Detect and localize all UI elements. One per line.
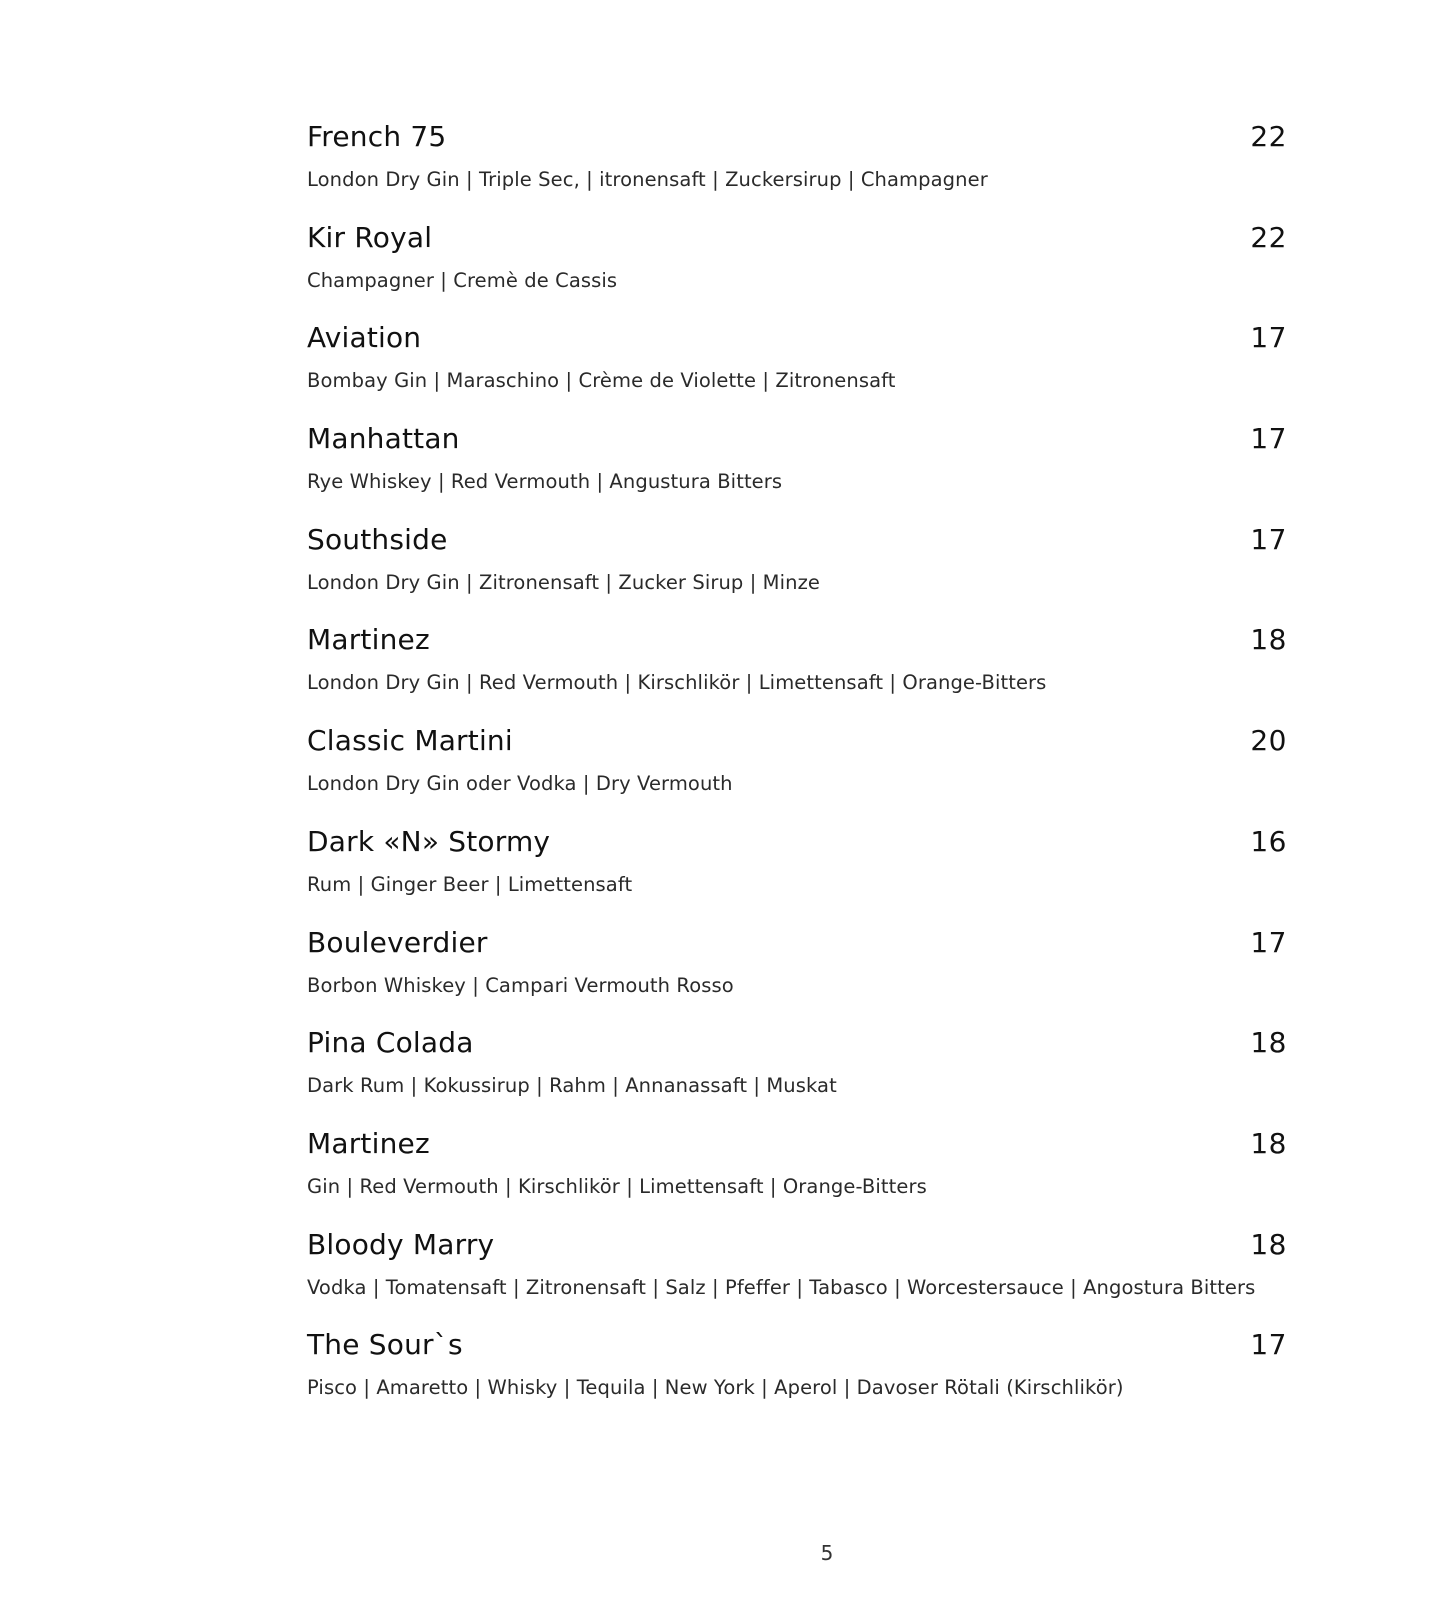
item-ingredients: Pisco | Amaretto | Whisky | Tequila | New York | Aperol | Davoser Rötali (Kirschlikör)	[307, 1376, 1124, 1400]
item-name: French 75	[307, 120, 447, 153]
item-ingredients: Champagner | Cremè de Cassis	[307, 268, 618, 292]
item-price: 18	[1250, 1026, 1287, 1060]
item-ingredients: Borbon Whiskey | Campari Vermouth Rosso	[307, 973, 734, 997]
menu-item-french-75	[307, 112, 1287, 213]
item-name: Southside	[307, 522, 448, 556]
menu-item-bloody-marry	[307, 1220, 1287, 1321]
item-price: 18	[1250, 1126, 1287, 1160]
item-name: Aviation	[307, 321, 422, 355]
item-ingredients: Rum | Ginger Beer | Limettensaft	[307, 872, 633, 896]
item-price: 18	[1250, 623, 1287, 657]
menu-item-classic-martini	[307, 716, 1287, 817]
cocktail-menu	[307, 112, 1287, 1421]
menu-item-aviation	[307, 313, 1287, 414]
item-ingredients: Dark Rum | Kokussirup | Rahm | Annanassaft | Muskat	[307, 1074, 837, 1098]
item-price: 17	[1250, 1328, 1287, 1362]
item-name: Bloody Marry	[307, 1227, 495, 1261]
item-name: Dark «N» Stormy	[307, 824, 551, 858]
item-ingredients: Vodka | Tomatensaft | Zitronensaft | Salz | Pfeffer | Tabasco | Worcestersauce | Angostura Bitters	[307, 1275, 1256, 1299]
item-ingredients: London Dry Gin | Red Vermouth | Kirschlikör | Limettensaft | Orange-Bitters	[307, 671, 1047, 695]
menu-item-the-sours	[307, 1320, 1287, 1421]
menu-item-martinez-2	[307, 1119, 1287, 1220]
menu-item-kir-royal	[307, 213, 1287, 314]
item-ingredients: London Dry Gin oder Vodka | Dry Vermouth	[307, 772, 733, 796]
menu-item-pina-colada	[307, 1018, 1287, 1119]
item-name: The Sour`s	[307, 1328, 463, 1362]
item-name: Martinez	[307, 1126, 430, 1160]
item-price: 16	[1250, 824, 1287, 858]
item-name: Martinez	[307, 623, 430, 657]
menu-item-dark-n-stormy	[307, 817, 1287, 918]
item-ingredients: Gin | Red Vermouth | Kirschlikör | Limettensaft | Orange-Bitters	[307, 1174, 927, 1198]
item-name: Classic Martini	[307, 724, 513, 758]
item-name: Manhattan	[307, 422, 460, 456]
item-price: 17	[1250, 422, 1287, 456]
menu-item-bouleverdier	[307, 918, 1287, 1019]
item-ingredients: London Dry Gin | Triple Sec, | itronensaft | Zuckersirup | Champagner	[307, 168, 988, 191]
item-name: Bouleverdier	[307, 925, 488, 959]
menu-item-southside	[307, 515, 1287, 616]
item-price: 22	[1250, 120, 1287, 153]
item-price: 22	[1250, 220, 1287, 254]
item-price: 17	[1250, 925, 1287, 959]
item-price: 17	[1250, 321, 1287, 355]
item-name: Pina Colada	[307, 1026, 474, 1060]
item-ingredients: London Dry Gin | Zitronensaft | Zucker Sirup | Minze	[307, 570, 820, 594]
item-price: 18	[1250, 1227, 1287, 1261]
item-ingredients: Bombay Gin | Maraschino | Crème de Violette | Zitronensaft	[307, 369, 896, 393]
page-number: 5	[820, 1541, 834, 1565]
item-name: Kir Royal	[307, 220, 433, 254]
item-price: 17	[1250, 522, 1287, 556]
menu-item-manhattan	[307, 414, 1287, 515]
item-price: 20	[1250, 724, 1287, 758]
item-ingredients: Rye Whiskey | Red Vermouth | Angustura Bitters	[307, 470, 783, 494]
menu-item-martinez	[307, 615, 1287, 716]
